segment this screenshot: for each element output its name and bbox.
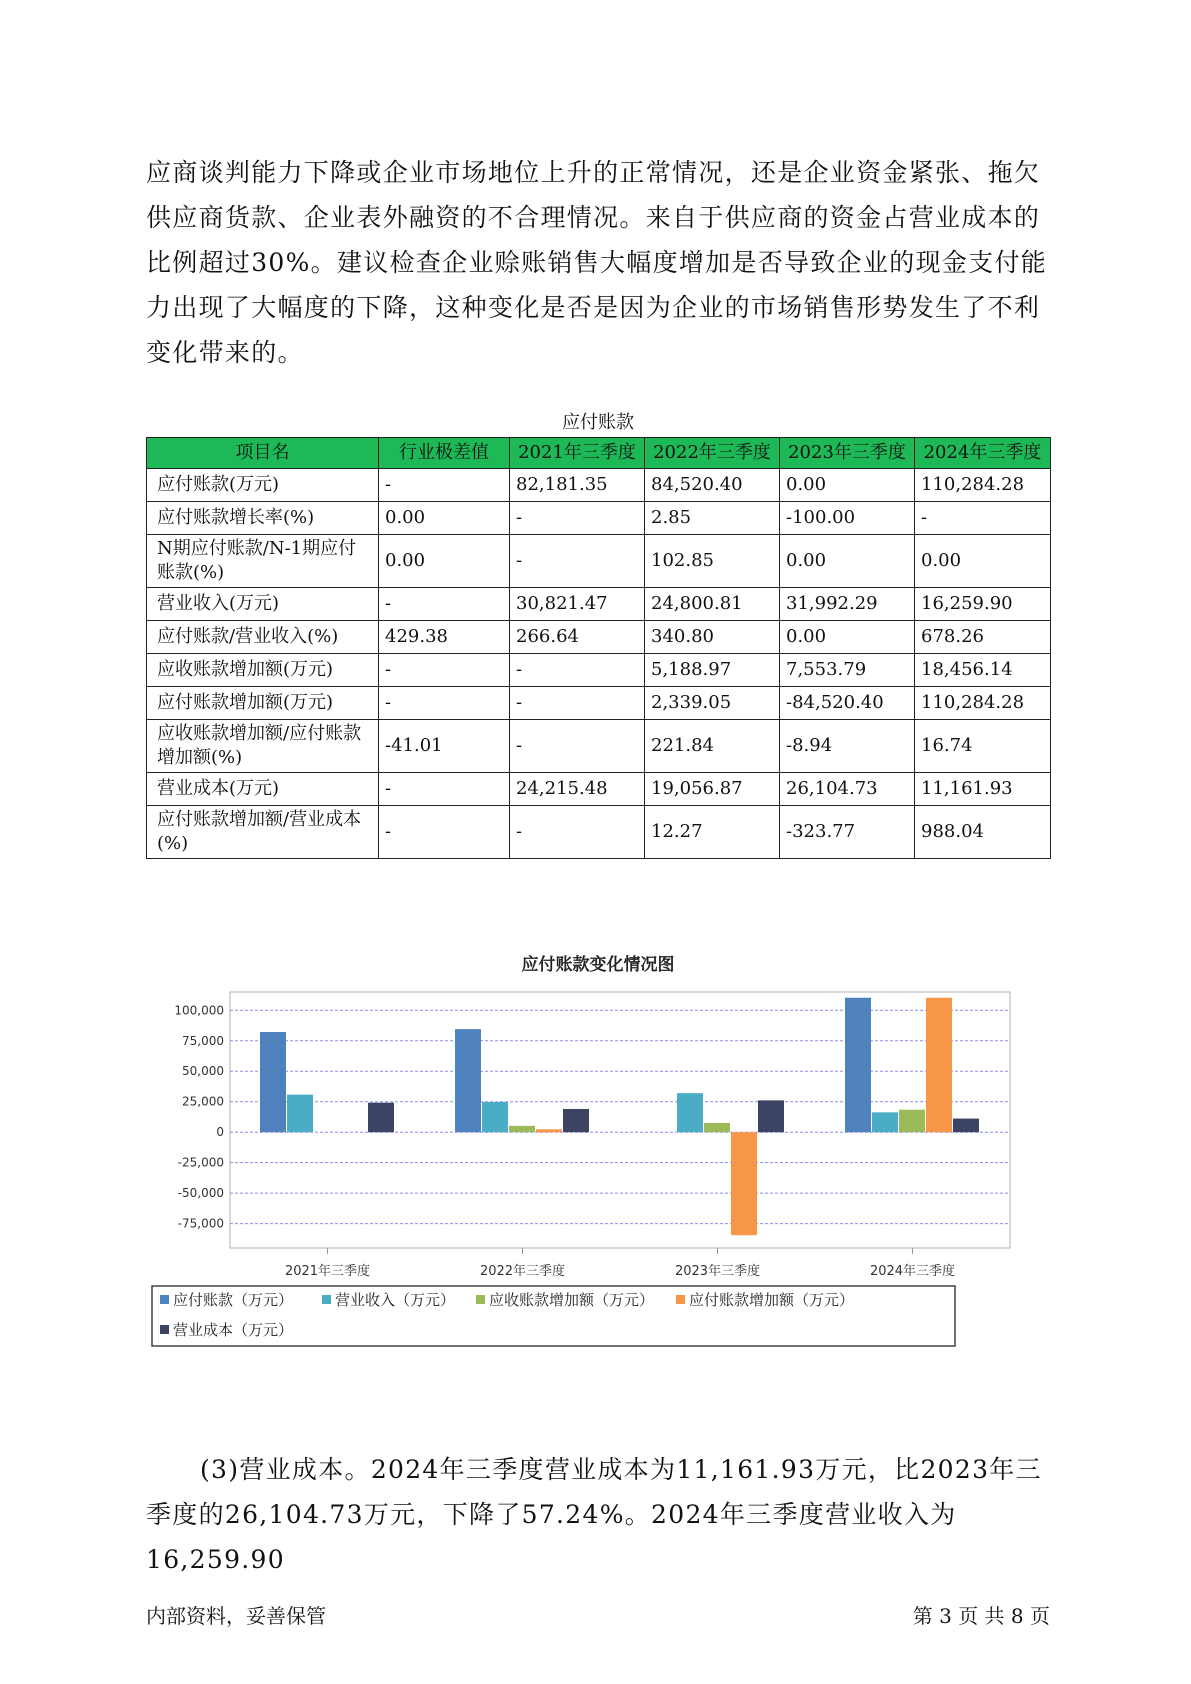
table-cell: - <box>510 687 645 720</box>
table-cell: 18,456.14 <box>915 654 1051 687</box>
bar <box>260 1032 286 1132</box>
bar <box>758 1100 784 1132</box>
table-cell: 30,821.47 <box>510 588 645 621</box>
table-cell: - <box>379 687 510 720</box>
table-row <box>147 720 1051 773</box>
bar <box>287 1095 313 1133</box>
table-cell: 7,553.79 <box>780 654 915 687</box>
header-cell: 2022年三季度 <box>645 438 780 469</box>
bar <box>455 1029 481 1132</box>
table-cell: 0.00 <box>915 535 1051 588</box>
x-tick-label: 2024年三季度 <box>869 1264 956 1279</box>
row-label: 应付账款(万元) <box>147 469 379 502</box>
table-cell: - <box>510 720 645 773</box>
table-cell: - <box>915 502 1051 535</box>
table-cell: 102.85 <box>645 535 780 588</box>
table-cell: - <box>379 773 510 806</box>
header-cell: 行业极差值 <box>379 438 510 469</box>
row-label: 营业收入(万元) <box>147 588 379 621</box>
table-cell: 0.00 <box>379 502 510 535</box>
table-caption: 应付账款 <box>562 412 634 433</box>
table-row <box>147 535 1051 588</box>
x-tick-label: 2022年三季度 <box>479 1264 566 1279</box>
row-label: 应付账款增长率(%) <box>147 502 379 535</box>
table-cell: 24,800.81 <box>645 588 780 621</box>
table-cell: 82,181.35 <box>510 469 645 502</box>
table-cell: 84,520.40 <box>645 469 780 502</box>
row-label: 营业成本(万元) <box>147 773 379 806</box>
row-label: N期应付账款/N-1期应付账款(%) <box>147 535 379 588</box>
bar <box>953 1119 979 1133</box>
body-paragraph-bottom <box>146 1447 1050 1582</box>
legend-label: 应付账款增加额（万元） <box>689 1291 855 1309</box>
bar <box>536 1129 562 1132</box>
table-cell: 16.74 <box>915 720 1051 773</box>
row-label: 应付账款/营业收入(%) <box>147 621 379 654</box>
chart-svg <box>146 948 1050 1410</box>
row-label: 应付账款增加额(万元) <box>147 687 379 720</box>
table-row <box>147 502 1051 535</box>
row-label: 应收账款增加额/应付账款增加额(%) <box>147 720 379 773</box>
footer-confidential: 内部资料，妥善保管 <box>146 1604 326 1628</box>
y-tick-label: 75,000 <box>182 1033 224 1048</box>
bar <box>677 1093 703 1132</box>
bar <box>368 1103 394 1133</box>
x-tick-label: 2023年三季度 <box>674 1264 761 1279</box>
table-cell: 221.84 <box>645 720 780 773</box>
table-cell: 19,056.87 <box>645 773 780 806</box>
table-cell: 26,104.73 <box>780 773 915 806</box>
table-cell: 24,215.48 <box>510 773 645 806</box>
header-cell: 2023年三季度 <box>780 438 915 469</box>
y-tick-label: -25,000 <box>177 1155 224 1170</box>
header-cell: 项目名 <box>147 438 379 469</box>
table-cell: -84,520.40 <box>780 687 915 720</box>
table-cell: 31,992.29 <box>780 588 915 621</box>
bar <box>509 1126 535 1132</box>
legend-label: 应收账款增加额（万元） <box>489 1291 655 1309</box>
bar <box>845 998 871 1132</box>
table-cell: - <box>379 588 510 621</box>
table-row <box>147 773 1051 806</box>
legend-swatch <box>476 1295 485 1304</box>
table-row <box>147 588 1051 621</box>
table-row <box>147 621 1051 654</box>
table-row <box>147 654 1051 687</box>
y-tick-label: 0 <box>216 1125 224 1140</box>
row-label: 应收账款增加额(万元) <box>147 654 379 687</box>
table-cell: 16,259.90 <box>915 588 1051 621</box>
table-cell: - <box>379 469 510 502</box>
table-cell: 340.80 <box>645 621 780 654</box>
table-cell: - <box>510 654 645 687</box>
legend-label: 应付账款（万元） <box>173 1291 294 1309</box>
table-row <box>147 806 1051 859</box>
table-cell: 988.04 <box>915 806 1051 859</box>
bar <box>899 1110 925 1132</box>
payables-chart <box>146 948 1050 1410</box>
table-row <box>147 469 1051 502</box>
table-cell: 678.26 <box>915 621 1051 654</box>
body-paragraph-top: 应商谈判能力下降或企业市场地位上升的正常情况，还是企业资金紧张、拖欠供应商货款、企业表外融资的不合理情况。来自于供应商的资金占营业成本的比例超过30%。建议检查企业赊账销售大幅度增加是否导致企业的现金支付能力出现了大幅度的下降，这种变化是否是因为企业的市场销售形势发生了不利变化带来的。 <box>146 158 1048 367</box>
legend-swatch <box>160 1295 169 1304</box>
table-cell: - <box>510 502 645 535</box>
table-cell: -100.00 <box>780 502 915 535</box>
table-row <box>147 687 1051 720</box>
legend-swatch <box>160 1325 169 1334</box>
bar <box>872 1112 898 1132</box>
table-cell: 0.00 <box>780 621 915 654</box>
bar <box>563 1109 589 1132</box>
table-cell: 110,284.28 <box>915 469 1051 502</box>
table-header-row <box>147 438 1051 469</box>
legend-label: 营业成本（万元） <box>173 1321 294 1339</box>
bar <box>926 998 952 1132</box>
table-cell: 12.27 <box>645 806 780 859</box>
table-cell: 0.00 <box>780 535 915 588</box>
y-tick-label: -75,000 <box>177 1216 224 1231</box>
bar <box>704 1123 730 1132</box>
legend-swatch <box>676 1295 685 1304</box>
bar <box>482 1102 508 1132</box>
table-cell: 110,284.28 <box>915 687 1051 720</box>
table-cell: - <box>379 654 510 687</box>
row-label: 应付账款增加额/营业成本(%) <box>147 806 379 859</box>
legend-swatch <box>322 1295 331 1304</box>
table-cell: 5,188.97 <box>645 654 780 687</box>
legend-label: 营业收入（万元） <box>335 1291 456 1309</box>
x-tick-label: 2021年三季度 <box>284 1264 371 1279</box>
table-cell: 0.00 <box>780 469 915 502</box>
table-cell: 429.38 <box>379 621 510 654</box>
payables-table <box>146 437 1051 859</box>
table-cell: - <box>510 535 645 588</box>
y-tick-label: 100,000 <box>174 1003 224 1018</box>
table-cell: 2,339.05 <box>645 687 780 720</box>
y-tick-label: 25,000 <box>182 1094 224 1109</box>
header-cell: 2024年三季度 <box>915 438 1051 469</box>
table-cell: 11,161.93 <box>915 773 1051 806</box>
footer-page-number: 第 3 页 共 8 页 <box>912 1604 1050 1628</box>
table-cell: - <box>510 806 645 859</box>
table-cell: -8.94 <box>780 720 915 773</box>
table-cell: -323.77 <box>780 806 915 859</box>
table-cell: 0.00 <box>379 535 510 588</box>
y-tick-label: -50,000 <box>177 1186 224 1201</box>
table-cell: -41.01 <box>379 720 510 773</box>
chart-title: 应付账款变化情况图 <box>521 955 675 975</box>
y-tick-label: 50,000 <box>182 1064 224 1079</box>
table-cell: - <box>379 806 510 859</box>
header-cell: 2021年三季度 <box>510 438 645 469</box>
paragraph-text: (3)营业成本。2024年三季度营业成本为11,161.93万元，比2023年三季度的26,104.73万元，下降了57.24%。2024年三季度营业收入为16,259.90 <box>146 1455 1042 1574</box>
bar <box>731 1132 757 1235</box>
table-cell: 2.85 <box>645 502 780 535</box>
table-cell: 266.64 <box>510 621 645 654</box>
